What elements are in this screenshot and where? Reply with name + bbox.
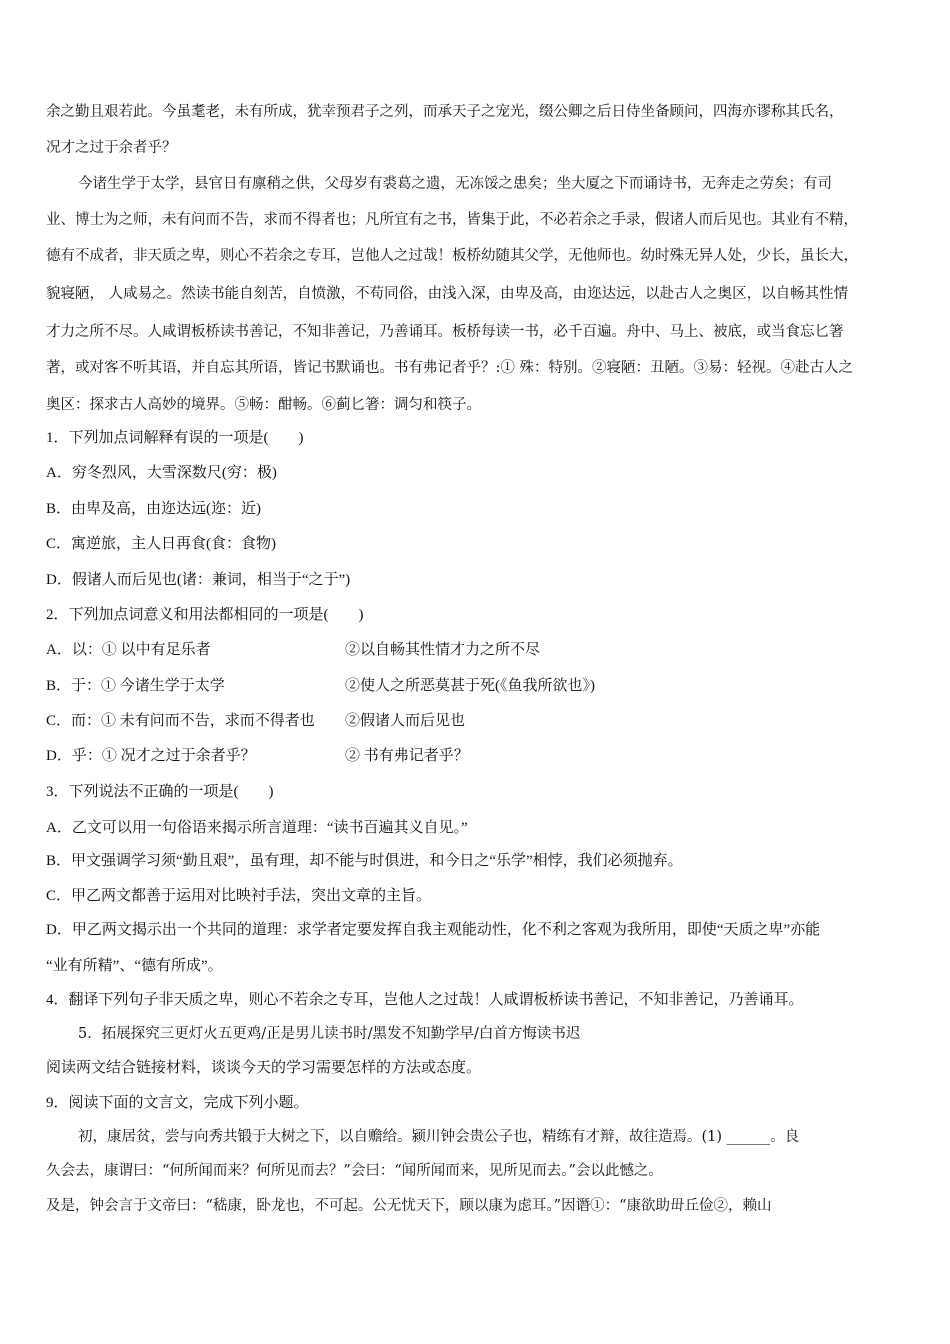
question-2-option-b bbox=[46, 676, 906, 696]
question-2-option-a bbox=[46, 640, 906, 660]
question-2-option-d bbox=[46, 746, 906, 766]
passage-line: 业、博士为之师，未有问而不告，求而不得者也；凡所宜有之书，皆集于此，不必若余之手录，假诸人而后见也。其业有不精， bbox=[46, 212, 858, 228]
option-left: D．乎：① 况才之过于余者乎？ bbox=[46, 748, 256, 764]
question-9-passage-line: 初，康居贫，尝与向秀共锻于大树之下，以自赡给。颍川钟会贵公子也，精练有才辩，故往造焉。(1) ______。良 bbox=[78, 1129, 800, 1145]
passage-line: 况才之过于余者乎？ bbox=[46, 140, 177, 156]
passage-line: 今诸生学于太学，县官日有廪稍之供，父母岁有裘葛之遗，无冻馁之患矣；坐大厦之下而诵诗书，无奔走之劳矣；有司 bbox=[78, 176, 832, 192]
question-5-line: 阅读两文结合链接材料，谈谈今天的学习需要怎样的方法或态度。 bbox=[46, 1060, 482, 1076]
passage-line: 才力之所不尽。人咸谓板桥读书善记，不知非善记，乃善诵耳。板桥每读一书，必千百遍。舟中、马上、被底，或当食忘匕箸 bbox=[46, 324, 844, 340]
passage-line: 德有不成者，非天质之卑，则心不若余之专耳，岂他人之过哉！板桥幼随其父学，无他师也。幼时殊无异人处，少长，虽长大， bbox=[46, 248, 858, 264]
passage-line: 貌寝陋， 人咸易之。然读书能自刻苦，自愤激，不苟同俗，由浅入深，由卑及高，由迩达远，以赴古人之奥区，以自畅其性情 bbox=[46, 286, 849, 302]
question-9-stem: 9．阅读下面的文言文，完成下列小题。 bbox=[46, 1095, 309, 1111]
option-left: A．以：① 以中有足乐者 bbox=[46, 642, 211, 658]
question-3-option-c: C．甲乙两文都善于运用对比映衬手法，突出文章的主旨。 bbox=[46, 888, 432, 904]
question-1-option-c: C．寓逆旅，主人日再食(食：食物) bbox=[46, 536, 276, 552]
question-2-stem: 2．下列加点词意义和用法都相同的一项是( ) bbox=[46, 607, 364, 623]
passage-line: 奥区：探求古人高妙的境界。⑤畅：酣畅。⑥蓟匕箸：调匀和筷子。 bbox=[46, 397, 481, 413]
question-9-passage-line: 及是，钟会言于文帝曰：“嵇康，卧龙也，不可起。公无忧天下，顾以康为虑耳。”因谮①：“康欲助毌丘俭②，赖山 bbox=[46, 1198, 772, 1214]
question-1-stem: 1．下列加点词解释有误的一项是( ) bbox=[46, 430, 304, 446]
question-3-stem: 3．下列说法不正确的一项是( ) bbox=[46, 784, 274, 800]
passage-line: 著，或对客不听其语，并自忘其所语，皆记书默诵也。书有弗记者乎？:① 殊：特别。②寝陋：丑陋。③易：轻视。④赴古人之 bbox=[46, 360, 853, 376]
question-3-option-d: D．甲乙两文揭示出一个共同的道理：求学者定要发挥自我主观能动性，化不利之客观为我所用，即使“天质之卑”亦能 bbox=[46, 922, 821, 938]
option-right: ②假诸人而后见也 bbox=[345, 713, 466, 729]
question-1-option-a: A．穷冬烈风，大雪深数尺(穷：极) bbox=[46, 465, 277, 481]
option-right: ②以自畅其性情才力之所不尽 bbox=[345, 642, 541, 658]
question-3-option-d-cont: “业有所精”、“德有所成”。 bbox=[46, 958, 223, 974]
option-right: ② 书有弗记者乎？ bbox=[345, 748, 469, 764]
option-right: ②使人之所恶莫甚于死(《鱼我所欲也》) bbox=[345, 678, 595, 694]
question-5-line: 5．拓展探究三更灯火五更鸡/正是男儿读书时/黑发不知勤学早/白首方悔读书迟 bbox=[78, 1026, 581, 1042]
question-1-option-d: D．假诸人而后见也(诸：兼词，相当于“之于”) bbox=[46, 572, 351, 588]
question-1-option-b: B．由卑及高，由迩达远(迩：近) bbox=[46, 501, 261, 517]
option-left: C．而：① 未有问而不告，求而不得者也 bbox=[46, 713, 315, 729]
question-2-option-c bbox=[46, 711, 906, 731]
option-left: B．于：① 今诸生学于太学 bbox=[46, 678, 225, 694]
question-3-option-a: A．乙文可以用一句俗语来揭示所言道理：“读书百遍其义自见。” bbox=[46, 820, 468, 836]
question-3-option-b: B．甲文强调学习须“勤且艰”，虽有理，却不能与时俱进，和今日之“乐学”相悖，我们必须抛弃。 bbox=[46, 853, 683, 869]
passage-line: 余之勤且艰若此。今虽耄老，未有所成，犹幸预君子之列，而承天子之宠光，缀公卿之后日侍坐备顾问，四海亦谬称其氏名， bbox=[46, 104, 844, 120]
question-9-passage-line: 久会去，康谓曰：“何所闻而来？何所见而去？”会曰：“闻所闻而来，见所见而去。”会以此憾之。 bbox=[46, 1163, 663, 1179]
question-4: 4．翻译下列句子非天质之卑，则心不若余之专耳，岂他人之过哉！人咸谓板桥读书善记，不知非善记，乃善诵耳。 bbox=[46, 992, 804, 1008]
